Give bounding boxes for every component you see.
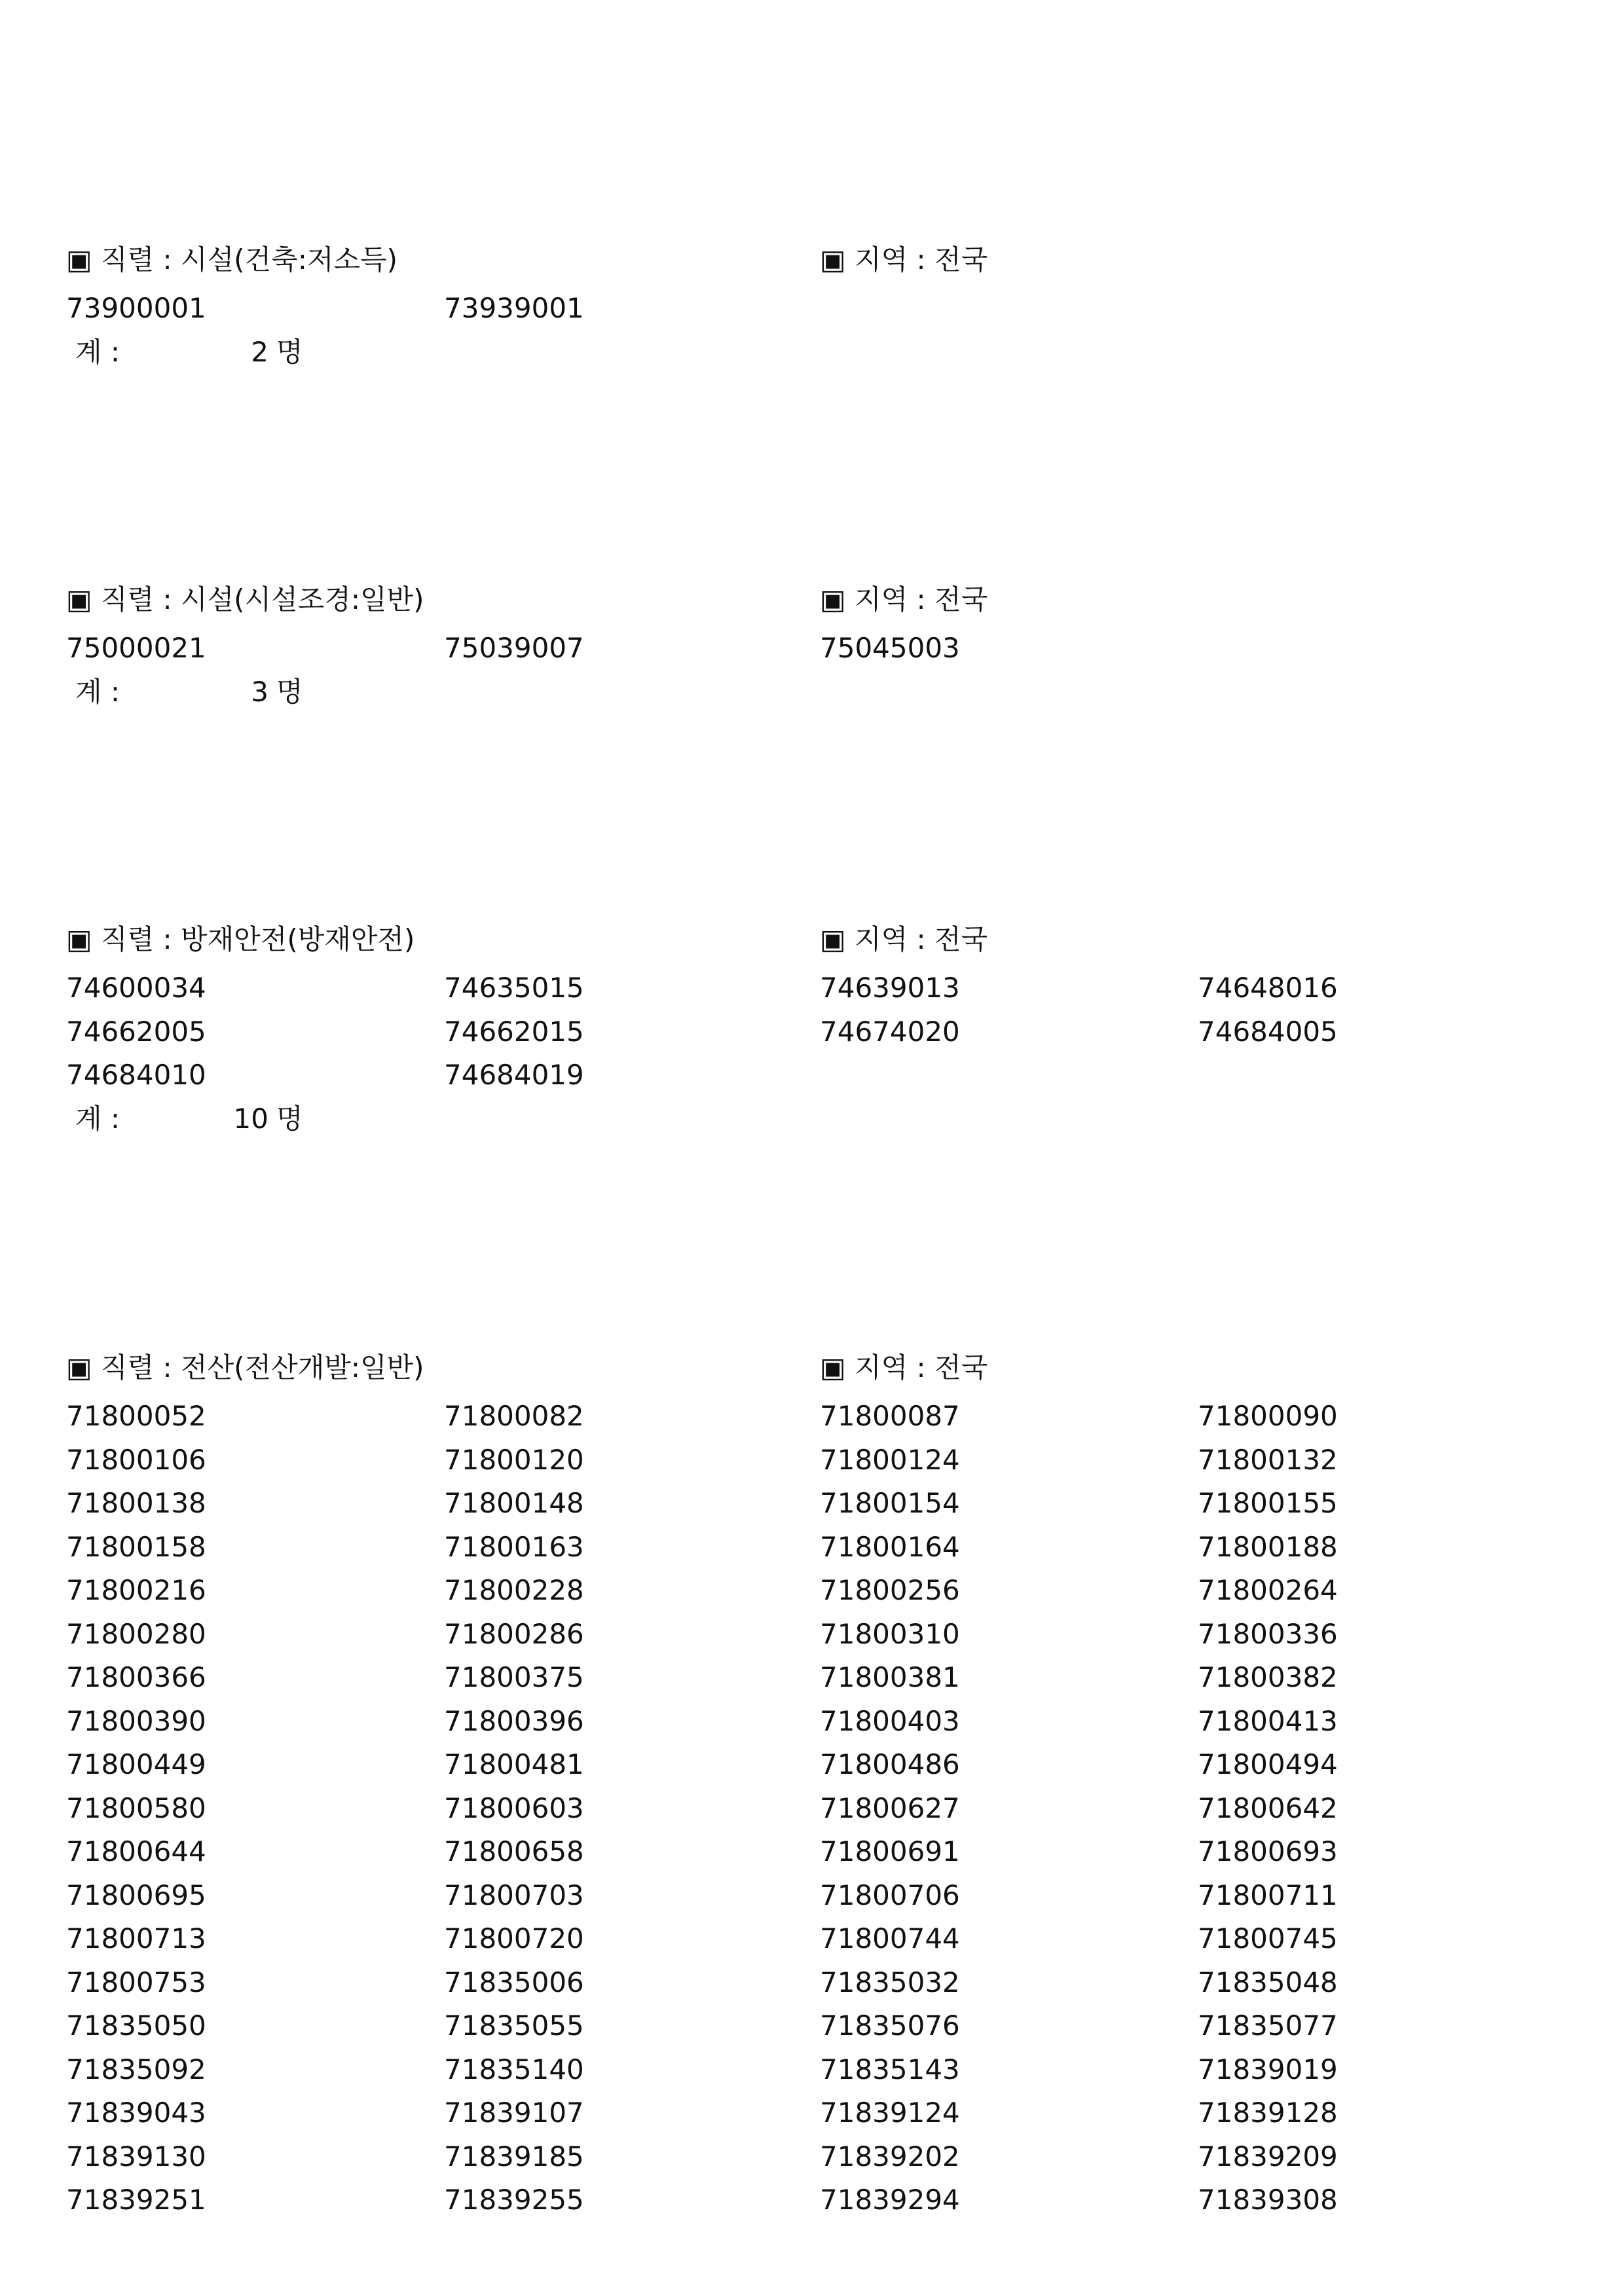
exam-number: 71839251 xyxy=(66,2184,206,2216)
total-unit: 명 xyxy=(276,675,303,708)
exam-number: 71835006 xyxy=(444,1966,584,1998)
exam-number: 71800090 xyxy=(1198,1400,1338,1432)
exam-number: 71839130 xyxy=(66,2140,206,2173)
exam-number: 71800087 xyxy=(820,1400,960,1432)
job-category-label: ▣ 직렬 : 방재안전(방재안전) xyxy=(66,923,415,955)
exam-number: 71800155 xyxy=(1198,1487,1338,1519)
exam-number-row xyxy=(0,1484,1624,1528)
exam-number: 71800106 xyxy=(66,1443,206,1476)
exam-number-list xyxy=(0,289,1624,376)
exam-number: 71835092 xyxy=(66,2053,206,2085)
exam-number: 75000021 xyxy=(66,632,206,664)
exam-number: 71835050 xyxy=(66,2010,206,2042)
exam-number: 71800120 xyxy=(444,1443,584,1476)
exam-number: 71800052 xyxy=(66,1400,206,1432)
exam-number: 71800720 xyxy=(444,1922,584,1955)
exam-number: 71835076 xyxy=(820,2010,960,2042)
exam-number: 71800711 xyxy=(1198,1879,1338,1911)
exam-number-row xyxy=(0,1832,1624,1876)
exam-number: 71800188 xyxy=(1198,1530,1338,1563)
total-label: 계 : xyxy=(75,335,120,368)
exam-number-row xyxy=(0,968,1624,1012)
exam-number: 71800132 xyxy=(1198,1443,1338,1476)
exam-number: 71800481 xyxy=(444,1748,584,1780)
exam-number: 71835032 xyxy=(820,1966,960,1998)
exam-number: 71800158 xyxy=(66,1530,206,1563)
exam-number: 71800403 xyxy=(820,1704,960,1737)
total-row xyxy=(0,1099,1624,1143)
exam-number: 71800163 xyxy=(444,1530,584,1563)
exam-number: 74684019 xyxy=(444,1059,584,1091)
total-count: 2 xyxy=(251,335,268,368)
exam-number: 71800124 xyxy=(820,1443,960,1476)
exam-number-row xyxy=(0,2180,1624,2224)
exam-number: 71839294 xyxy=(820,2184,960,2216)
exam-number: 71800603 xyxy=(444,1791,584,1824)
exam-number-row xyxy=(0,1963,1624,2007)
exam-number: 71800627 xyxy=(820,1791,960,1824)
exam-number: 71835140 xyxy=(444,2053,584,2085)
exam-number: 74635015 xyxy=(444,972,584,1004)
exam-number-row xyxy=(0,1528,1624,1571)
exam-number: 71800494 xyxy=(1198,1748,1338,1780)
exam-number: 71800164 xyxy=(820,1530,960,1563)
exam-number: 71800486 xyxy=(820,1748,960,1780)
exam-number: 71800366 xyxy=(66,1661,206,1693)
exam-number: 71800580 xyxy=(66,1791,206,1824)
exam-number: 74684005 xyxy=(1198,1015,1338,1048)
exam-number: 71800396 xyxy=(444,1704,584,1737)
exam-number: 71800642 xyxy=(1198,1791,1338,1824)
exam-number-row xyxy=(0,2137,1624,2181)
exam-number-row xyxy=(0,1397,1624,1441)
exam-number: 74600034 xyxy=(66,972,206,1004)
exam-number-row xyxy=(0,1789,1624,1833)
exam-number: 71800390 xyxy=(66,1704,206,1737)
exam-number: 75045003 xyxy=(820,632,960,664)
exam-number: 71835055 xyxy=(444,2010,584,2042)
exam-number: 71800703 xyxy=(444,1879,584,1911)
exam-number: 71800375 xyxy=(444,1661,584,1693)
exam-number: 74674020 xyxy=(820,1015,960,1048)
exam-number: 71839209 xyxy=(1198,2140,1338,2173)
exam-number: 71800382 xyxy=(1198,1661,1338,1693)
exam-number: 71800256 xyxy=(820,1574,960,1606)
exam-number: 74662005 xyxy=(66,1015,206,1048)
exam-number-row xyxy=(0,2050,1624,2094)
exam-number: 71800310 xyxy=(820,1617,960,1650)
exam-number: 75039007 xyxy=(444,632,584,664)
region-label: ▣ 지역 : 전국 xyxy=(820,923,988,955)
exam-number: 71800693 xyxy=(1198,1835,1338,1867)
exam-number: 71800413 xyxy=(1198,1704,1338,1737)
exam-number: 73939001 xyxy=(444,292,584,324)
job-category-label: ▣ 직렬 : 전산(전산개발:일반) xyxy=(66,1351,424,1384)
exam-number: 71839185 xyxy=(444,2140,584,2173)
exam-number-row xyxy=(0,289,1624,333)
exam-number-list xyxy=(0,968,1624,1143)
exam-number: 71800154 xyxy=(820,1487,960,1519)
exam-number-row xyxy=(0,1919,1624,1963)
exam-number: 71800713 xyxy=(66,1922,206,1955)
exam-number: 71800753 xyxy=(66,1966,206,1998)
total-label: 계 : xyxy=(75,675,120,708)
exam-number: 71800280 xyxy=(66,1617,206,1650)
exam-number: 74639013 xyxy=(820,972,960,1004)
job-category-label: ▣ 직렬 : 시설(시설조경:일반) xyxy=(66,583,424,615)
exam-number: 74662015 xyxy=(444,1015,584,1048)
exam-number: 71839128 xyxy=(1198,2097,1338,2129)
exam-number: 71800216 xyxy=(66,1574,206,1606)
exam-number: 71800644 xyxy=(66,1835,206,1867)
exam-number: 71839019 xyxy=(1198,2053,1338,2085)
exam-number: 71800658 xyxy=(444,1835,584,1867)
exam-number-list xyxy=(0,1397,1624,2224)
total-unit: 명 xyxy=(276,1102,303,1135)
exam-number: 73900001 xyxy=(66,292,206,324)
exam-number-row xyxy=(0,2093,1624,2137)
exam-number-row xyxy=(0,1615,1624,1659)
exam-number-row xyxy=(0,629,1624,672)
exam-number-row xyxy=(0,1745,1624,1789)
exam-number-row xyxy=(0,2006,1624,2050)
total-row xyxy=(0,333,1624,376)
exam-number: 74648016 xyxy=(1198,972,1338,1004)
exam-number: 71800695 xyxy=(66,1879,206,1911)
job-category-label: ▣ 직렬 : 시설(건축:저소득) xyxy=(66,244,397,276)
exam-number: 71835143 xyxy=(820,2053,960,2085)
exam-number-row xyxy=(0,1571,1624,1615)
exam-number: 71839043 xyxy=(66,2097,206,2129)
exam-number: 71800138 xyxy=(66,1487,206,1519)
exam-number: 71800745 xyxy=(1198,1922,1338,1955)
exam-number-row xyxy=(0,1441,1624,1484)
exam-number: 71839202 xyxy=(820,2140,960,2173)
exam-number: 71800381 xyxy=(820,1661,960,1693)
exam-number: 71800228 xyxy=(444,1574,584,1606)
total-count: 10 xyxy=(233,1102,268,1135)
region-label: ▣ 지역 : 전국 xyxy=(820,244,988,276)
exam-number: 71800691 xyxy=(820,1835,960,1867)
exam-number-row xyxy=(0,1056,1624,1099)
exam-number: 71800264 xyxy=(1198,1574,1338,1606)
exam-number-row xyxy=(0,1658,1624,1702)
exam-number: 71800336 xyxy=(1198,1617,1338,1650)
exam-number-row xyxy=(0,1876,1624,1920)
exam-number: 71800744 xyxy=(820,1922,960,1955)
exam-number: 71835048 xyxy=(1198,1966,1338,1998)
exam-number: 71800082 xyxy=(444,1400,584,1432)
exam-number: 74684010 xyxy=(66,1059,206,1091)
total-row xyxy=(0,672,1624,716)
exam-number: 71835077 xyxy=(1198,2010,1338,2042)
exam-number-list xyxy=(0,629,1624,716)
exam-number: 71839107 xyxy=(444,2097,584,2129)
exam-number: 71800449 xyxy=(66,1748,206,1780)
exam-number: 71839124 xyxy=(820,2097,960,2129)
total-label: 계 : xyxy=(75,1102,120,1135)
region-label: ▣ 지역 : 전국 xyxy=(820,583,988,615)
exam-number: 71800286 xyxy=(444,1617,584,1650)
total-count: 3 xyxy=(251,675,268,708)
exam-number: 71800148 xyxy=(444,1487,584,1519)
exam-number: 71800706 xyxy=(820,1879,960,1911)
exam-number-row xyxy=(0,1702,1624,1746)
exam-number-row xyxy=(0,1012,1624,1056)
region-label: ▣ 지역 : 전국 xyxy=(820,1351,988,1384)
exam-number: 71839308 xyxy=(1198,2184,1338,2216)
total-unit: 명 xyxy=(276,335,303,368)
exam-number: 71839255 xyxy=(444,2184,584,2216)
